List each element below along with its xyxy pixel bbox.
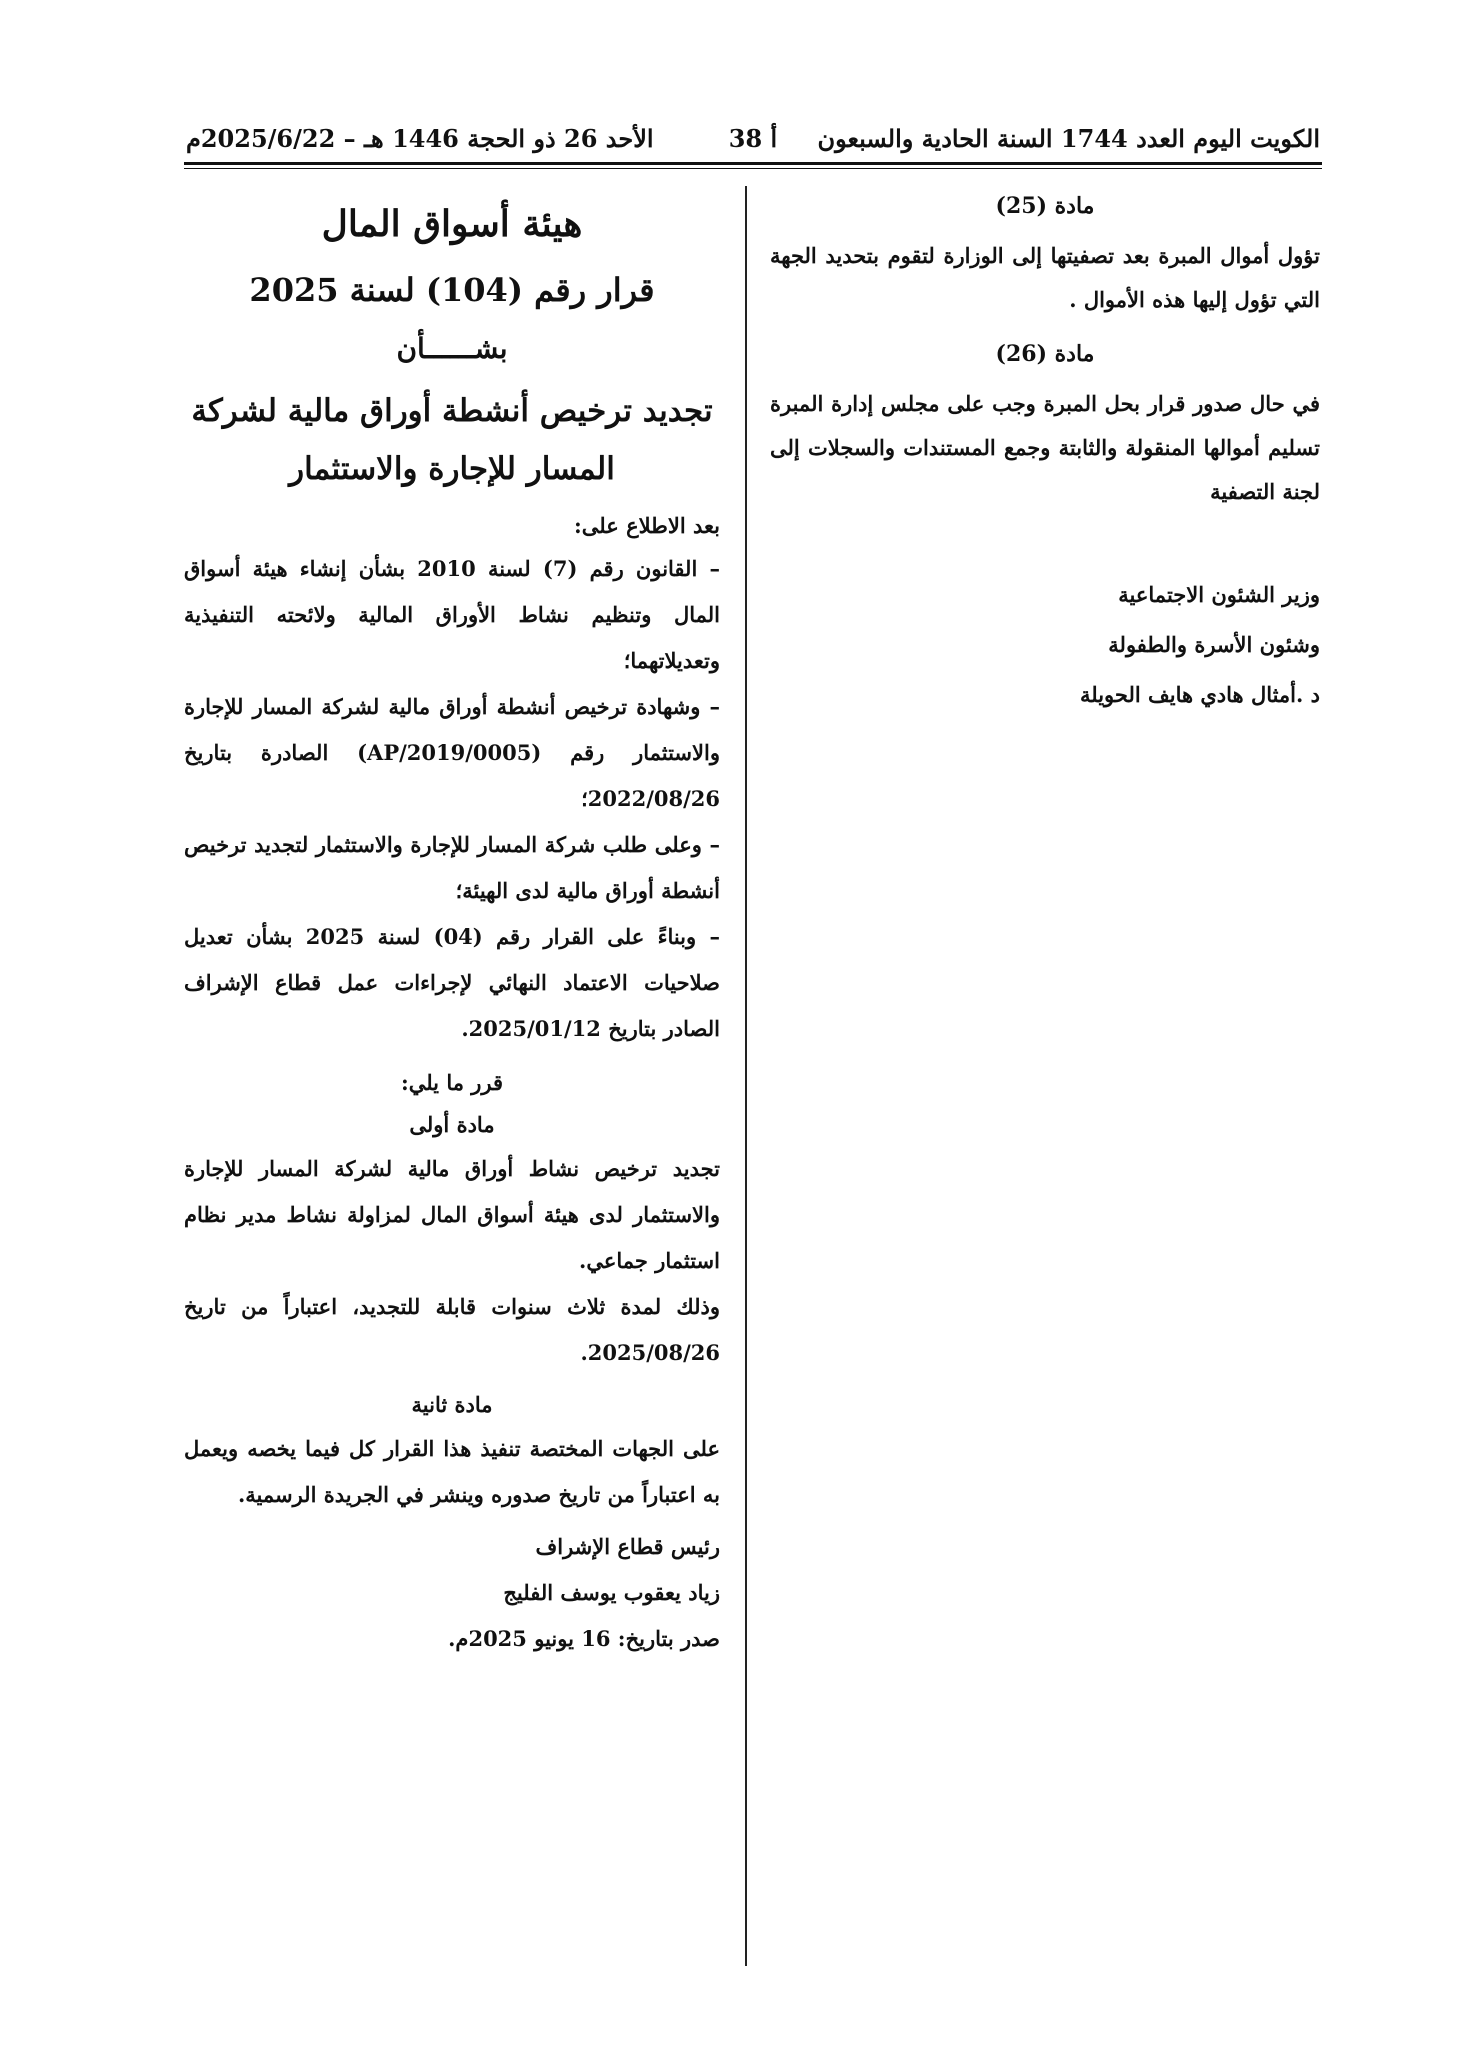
page-header: [186, 118, 1320, 162]
header-rule-thin: [184, 168, 1322, 169]
clause-certificate: – وشهادة ترخيص أنشطة أوراق مالية لشركة المسار للإجارة والاستثمار رقم (AP/2019/0005) الصادرة بتاريخ 2022/08/26؛: [184, 694, 720, 811]
left-column: [184, 188, 720, 1662]
regarding-label: بشــــــأن: [396, 332, 508, 365]
header-issue-info: الكويت اليوم العدد 1744 السنة الحادية والسبعون: [817, 124, 1320, 153]
header-date: الأحد 26 ذو الحجة 1446 هـ – 2025/6/22م: [186, 124, 654, 153]
column-divider: [745, 186, 747, 1966]
article-2-text: على الجهات المختصة تنفيذ هذا القرار كل فيما يخصه ويعمل به اعتباراً من تاريخ صدوره وينشر في الجريدة الرسمية.: [184, 1436, 720, 1507]
article-1-title: مادة أولى: [409, 1112, 495, 1137]
decision-subject: تجديد ترخيص أنشطة أوراق مالية لشركة المسار للإجارة والاستثمار: [191, 393, 713, 487]
clause-resolution: – وبناءً على القرار رقم (04) لسنة 2025 بشأن تعديل صلاحيات الاعتماد النهائي لإجراءات عمل قطاع الإشراف الصادر بتاريخ 2025/01/12.: [184, 924, 720, 1041]
header-page-number: أ 38: [728, 124, 778, 153]
minister-name: د .أمثال هادي هايف الحويلة: [1080, 682, 1320, 707]
article-26-title: مادة (26): [995, 341, 1095, 367]
article-1-text-duration: وذلك لمدة ثلاث سنوات قابلة للتجديد، اعتباراً من تاريخ 2025/08/26.: [184, 1294, 720, 1365]
article-1-text: تجديد ترخيص نشاط أوراق مالية لشركة المسار للإجارة والاستثمار لدى هيئة أسواق المال لمزاولة نشاط مدير نظام استثمار جماعي.: [184, 1156, 720, 1273]
article-2-title: مادة ثانية: [411, 1392, 493, 1417]
minister-title-line2: وشئون الأسرة والطفولة: [1108, 632, 1320, 657]
after-review-label: بعد الاطلاع على:: [574, 513, 720, 538]
decided-label: قرر ما يلي:: [400, 1070, 504, 1095]
clause-law: – القانون رقم (7) لسنة 2010 بشأن إنشاء هيئة أسواق المال وتنظيم نشاط الأوراق المالية ولائحته التنفيذية وتعديلاتهما؛: [184, 556, 720, 673]
authority-title: هيئة أسواق المال: [321, 203, 583, 245]
decision-number: قرار رقم (104) لسنة 2025: [249, 271, 655, 309]
article-25-title: مادة (25): [995, 193, 1095, 219]
header-rule-thick: [184, 162, 1322, 165]
signatory-name: زياد يعقوب يوسف الفليج: [503, 1580, 720, 1605]
clause-request: – وعلى طلب شركة المسار للإجارة والاستثمار لتجديد ترخيص أنشطة أوراق مالية لدى الهيئة؛: [184, 832, 720, 903]
minister-signature: [1020, 570, 1320, 720]
article-26-text: في حال صدور قرار بحل المبرة وجب على مجلس إدارة المبرة تسليم أموالها المنقولة والثابتة وجمع المستندات والسجلات إلى لجنة التصفية: [770, 391, 1320, 504]
minister-title-line1: وزير الشئون الاجتماعية: [1118, 582, 1320, 607]
issue-date: صدر بتاريخ: 16 يونيو 2025م.: [448, 1626, 720, 1651]
article-25-text: تؤول أموال المبرة بعد تصفيتها إلى الوزارة لتقوم بتحديد الجهة التي تؤول إليها هذه الأموال .: [770, 243, 1320, 312]
right-column: [770, 188, 1320, 720]
signatory-title: رئيس قطاع الإشراف: [535, 1534, 720, 1559]
supervision-signature: [184, 1524, 720, 1616]
